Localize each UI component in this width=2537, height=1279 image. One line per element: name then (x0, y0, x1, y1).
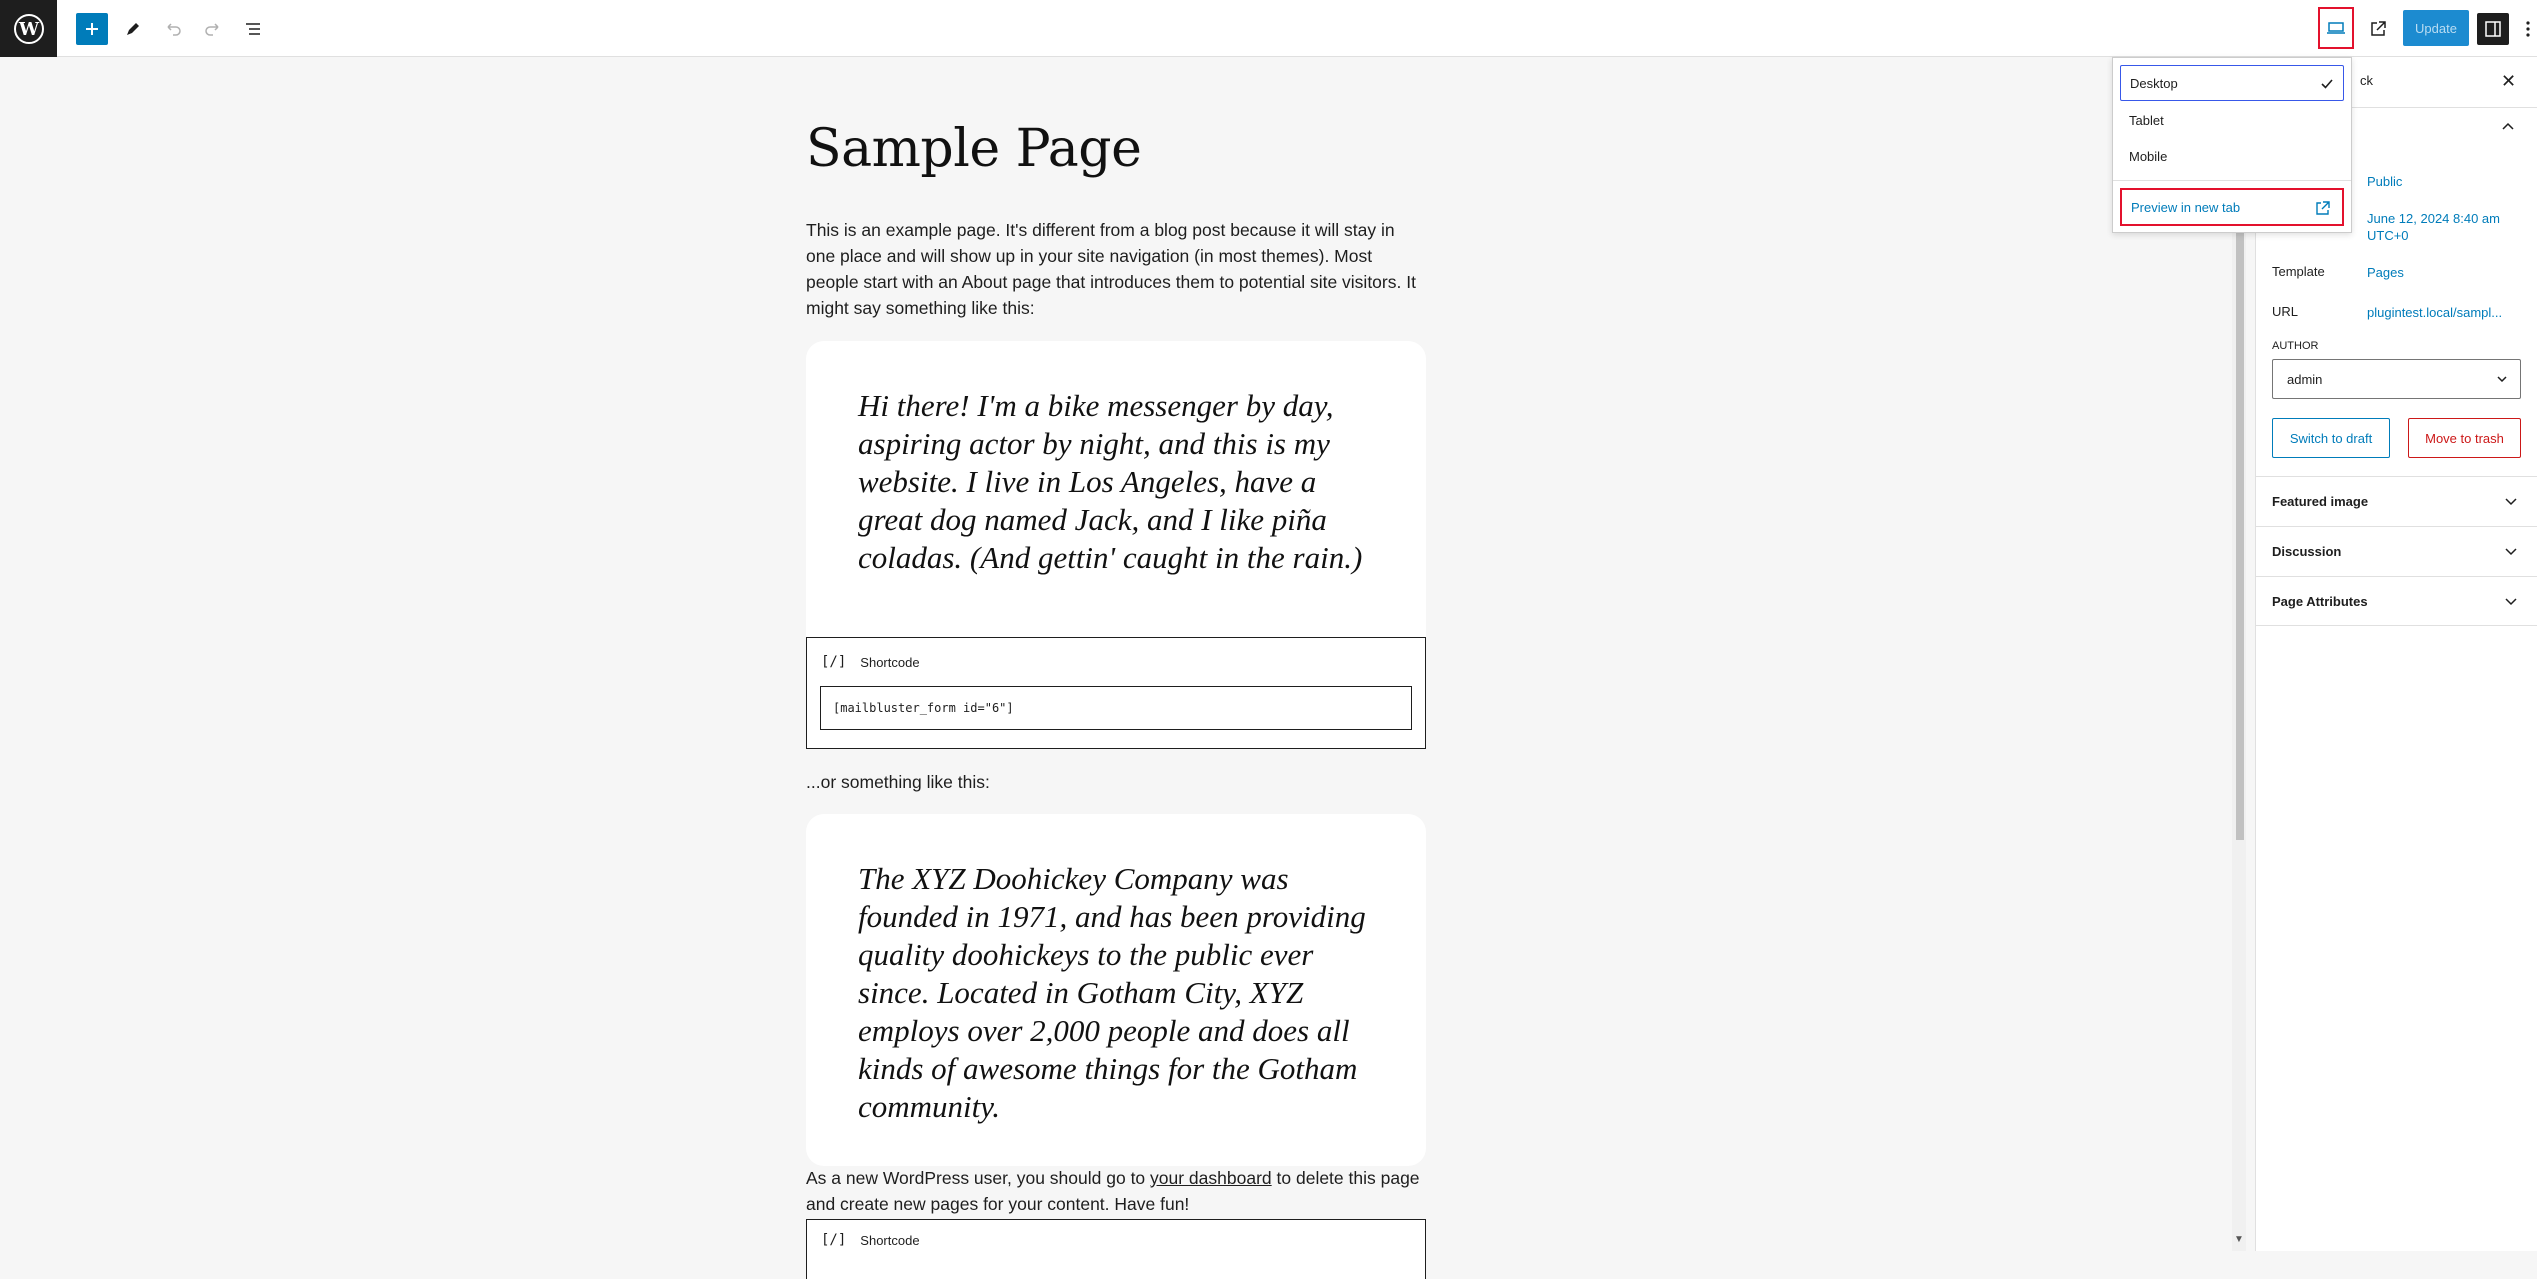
shortcode-header-2 (807, 1220, 1425, 1260)
close-icon[interactable]: ✕ (2501, 71, 2517, 91)
preview-new-tab-label: Preview in new tab (2131, 199, 2241, 215)
menu-item-preview-new-tab[interactable] (2120, 188, 2344, 226)
chevron-up-icon[interactable] (2500, 119, 2516, 140)
shortcode-label: Shortcode (860, 654, 920, 670)
chevron-down-icon (2504, 594, 2518, 608)
update-button[interactable]: Update (2403, 10, 2469, 46)
more-vertical-icon (2525, 20, 2531, 38)
move-to-trash-button[interactable]: Move to trash (2408, 418, 2521, 458)
template-value[interactable]: Pages (2367, 265, 2404, 280)
external-link-icon (2369, 20, 2387, 38)
settings-sidebar-toggle[interactable] (2477, 13, 2509, 45)
switch-to-draft-button[interactable]: Switch to draft (2272, 418, 2390, 458)
canvas-scrollbar-thumb[interactable] (2236, 230, 2244, 840)
quote-text-1: Hi there! I'm a bike messenger by day, aspiring actor by night, and this is my website. I live in Los Angeles, have a great dog named Jack, and I like piña coladas. (And gettin' caught in the rain.) (858, 388, 1363, 575)
chevron-down-icon (2496, 373, 2508, 385)
publish-date-value[interactable]: June 12, 2024 8:40 am UTC+0 (2367, 211, 2500, 243)
author-select[interactable] (2272, 359, 2521, 399)
list-view-icon (244, 20, 262, 38)
check-icon (2320, 77, 2334, 91)
visibility-value[interactable]: Public (2367, 174, 2403, 189)
preview-device-menu (2112, 57, 2352, 233)
redo-button[interactable] (197, 13, 229, 45)
panel-featured-image[interactable] (2256, 476, 2537, 526)
svg-text:W: W (18, 18, 39, 40)
panel-discussion[interactable] (2256, 526, 2537, 576)
plus-icon (84, 21, 100, 37)
pencil-icon (124, 20, 142, 38)
author-label: AUTHOR (2272, 340, 2319, 352)
intro-paragraph[interactable]: This is an example page. It's different from a blog post because it will stay in one place and will show up in your site navigation (in most themes). Most people start with an About page that introduces them to potential site visitors. It might say something like this: (806, 220, 1416, 318)
add-block-button[interactable] (76, 13, 108, 45)
author-value: admin (2287, 371, 2323, 387)
panel-page-attributes-label: Page Attributes (2272, 593, 2368, 609)
page-title[interactable]: Sample Page (806, 119, 1142, 179)
desktop-icon (2327, 21, 2345, 35)
shortcode-icon: [/] (821, 654, 847, 670)
shortcode-block-2[interactable] (806, 1219, 1426, 1279)
panel-discussion-label: Discussion (2272, 544, 2342, 559)
quote-text-2: The XYZ Doohickey Company was founded in 1971, and has been providing quality doohickeys to the public ever since. Located in Gotham City, XYZ employs over 2,000 people and does all kinds of awesome things for the Gotham community. (858, 861, 1366, 1124)
sidebar-icon (2484, 20, 2502, 38)
preview-device-button[interactable] (2318, 7, 2354, 49)
outro-text-before: As a new WordPress user, you should go to (806, 1168, 1151, 1188)
url-label: URL (2272, 304, 2299, 319)
shortcode-header (807, 638, 1425, 686)
view-post-button[interactable] (2362, 13, 2394, 45)
document-overview-button[interactable] (237, 13, 269, 45)
shortcode-input[interactable]: [mailbluster_form id="6"] (820, 686, 1412, 730)
settings-sidebar (2255, 57, 2537, 1251)
tools-button[interactable] (117, 13, 149, 45)
outro-text-after: to delete this page and create new pages for your content. Have fun! (806, 1168, 1420, 1214)
wordpress-logo-icon[interactable] (0, 0, 57, 57)
shortcode-label-2: Shortcode (860, 1232, 920, 1248)
options-button[interactable] (2520, 13, 2536, 45)
menu-item-desktop[interactable] (2120, 65, 2344, 101)
outro-paragraph[interactable] (806, 1165, 1426, 1217)
panel-featured-image-label: Featured image (2272, 494, 2369, 509)
chevron-down-icon (2504, 544, 2518, 558)
quote-block-2[interactable] (806, 814, 1426, 1166)
editor-canvas (0, 57, 2232, 1251)
undo-icon (164, 20, 182, 38)
redo-icon (204, 20, 222, 38)
template-label: Template (2272, 264, 2325, 279)
external-link-icon (2315, 201, 2330, 216)
sidebar-tab-block[interactable]: ck (2360, 73, 2373, 88)
editor-toolbar (0, 0, 2537, 57)
menu-item-desktop-label: Desktop (2130, 75, 2178, 91)
panel-page-attributes[interactable] (2256, 576, 2537, 626)
shortcode-icon-2: [/] (821, 1232, 847, 1248)
menu-item-mobile[interactable]: Mobile (2129, 148, 2168, 164)
url-value[interactable]: plugintest.local/sampl... (2367, 305, 2503, 320)
undo-button[interactable] (157, 13, 189, 45)
chevron-down-icon (2504, 494, 2518, 508)
menu-item-tablet[interactable]: Tablet (2129, 112, 2164, 128)
shortcode-block[interactable] (806, 637, 1426, 749)
or-paragraph[interactable]: ...or something like this: (806, 772, 990, 792)
scroll-down-arrow-icon[interactable]: ▼ (2234, 1234, 2244, 1245)
menu-divider (2113, 180, 2351, 181)
dashboard-link[interactable]: your dashboard (1150, 1168, 1272, 1188)
